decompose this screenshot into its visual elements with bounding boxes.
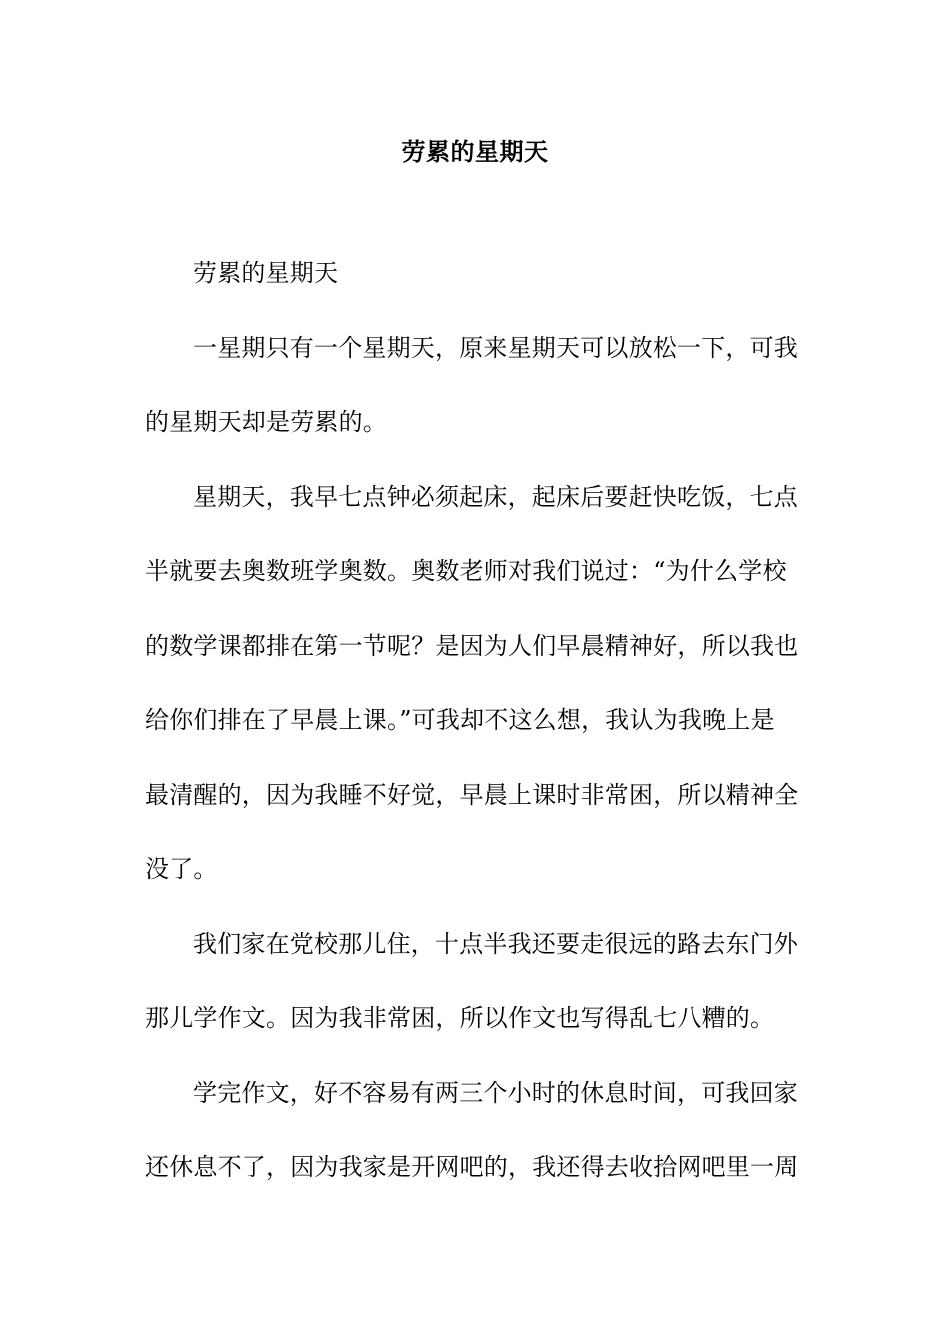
paragraph-line: 我们家在党校那儿住，十点半我还要走很远的路去东门外	[193, 929, 798, 958]
paragraph-line: 还休息不了，因为我家是开网吧的，我还得去收拾网吧里一周	[145, 1153, 799, 1181]
paragraph-line: 没了。	[145, 855, 218, 883]
paragraph-line: 星期天，我早七点钟必须起床，起床后要赶快吃饭，七点	[193, 482, 798, 511]
paragraph-line: 一星期只有一个星期天，原来星期天可以放松一下，可我	[193, 333, 798, 362]
paragraph-line: 那儿学作文。因为我非常困，所以作文也写得乱七八糟的。	[145, 1004, 775, 1032]
document-body	[145, 236, 805, 1205]
paragraph-line: 最清醒的，因为我睡不好觉，早晨上课时非常困，所以精神全	[145, 780, 799, 809]
document-title: 劳累的星期天	[401, 137, 549, 166]
paragraph-line: 给你们排在了早晨上课。”可我却不这么想，我认为我晚上是	[145, 706, 775, 734]
paragraph-line: 学完作文，好不容易有两三个小时的休息时间，可我回家	[193, 1078, 798, 1107]
paragraph-line: 劳累的星期天	[193, 259, 339, 287]
paragraph-line: 半就要去奥数班学奥数。奥数老师对我们说过：“为什么学校	[145, 557, 787, 585]
paragraph-line: 的星期天却是劳累的。	[145, 408, 387, 436]
paragraph-line: 的数学课都排在第一节呢？是因为人们早晨精神好，所以我也	[145, 631, 799, 660]
